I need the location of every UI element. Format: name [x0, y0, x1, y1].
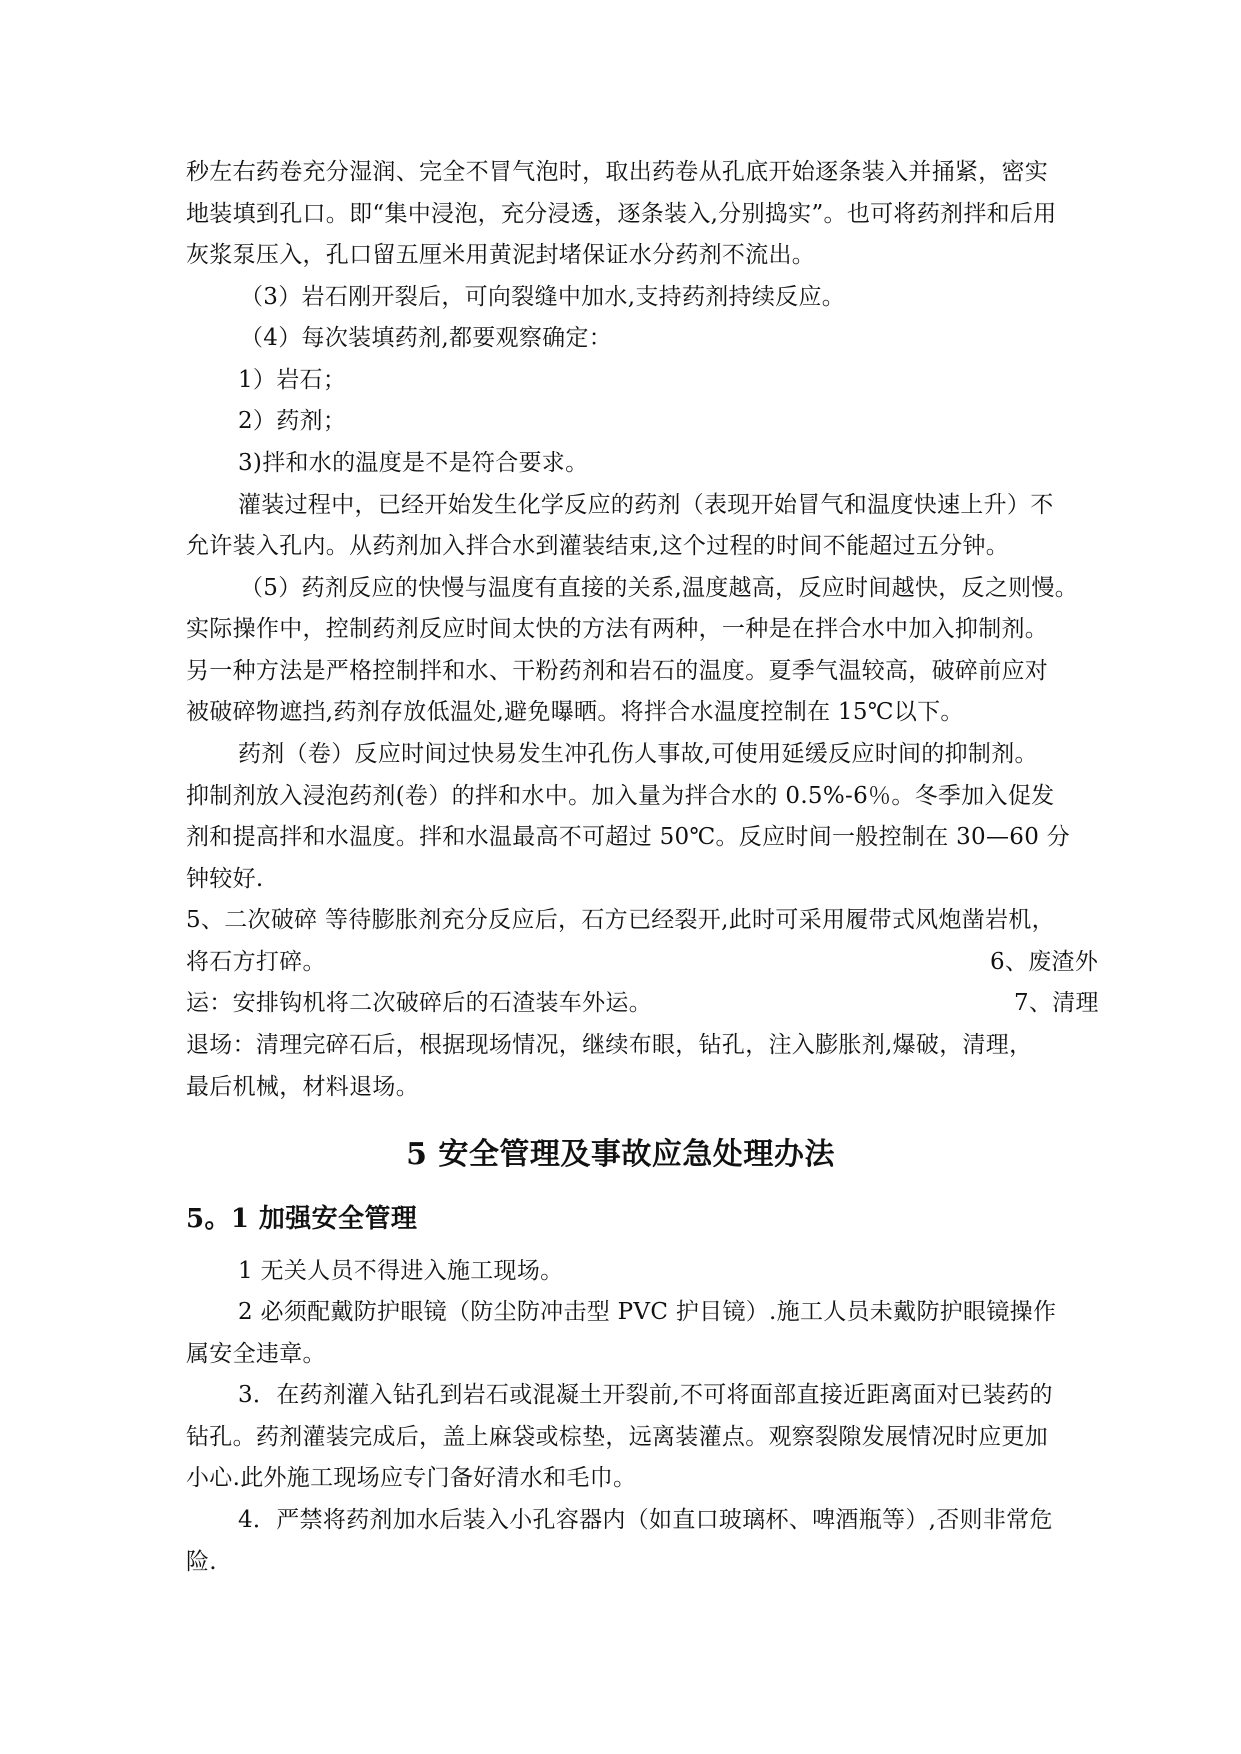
paragraph-line: 秒左右药卷充分湿润、完全不冒气泡时，取出药卷从孔底开始逐条装入并捅紧，密实 — [186, 159, 1049, 185]
paragraph-line: 被破碎物遮挡,药剂存放低温处,避免曝晒。将拌合水温度控制在 15℃以下。 — [186, 699, 964, 725]
rule-item-continuation: 钻孔。药剂灌装完成后，盖上麻袋或棕垫，远离装灌点。观察裂隙发展情况时应更加 — [186, 1424, 1049, 1450]
sub-list-item: 1）岩石； — [238, 367, 347, 393]
paragraph-line-tail: 6、废渣外 — [990, 949, 1099, 975]
section-heading: 5 安全管理及事故应急处理办法 — [406, 1137, 835, 1172]
rule-item: 3．在药剂灌入钻孔到岩石或混凝土开裂前,不可将面部直接近距离面对已装药的 — [238, 1382, 1053, 1408]
sub-list-item: 2）药剂； — [238, 408, 347, 434]
rule-item-continuation: 小心.此外施工现场应专门备好清水和毛巾。 — [186, 1465, 637, 1491]
paragraph-line: 5、二次破碎 等待膨胀剂充分反应后，石方已经裂开,此时可采用履带式风炮凿岩机， — [186, 907, 1055, 933]
list-item: （3）岩石刚开裂后，可向裂缝中加水,支持药剂持续反应。 — [240, 284, 846, 310]
subsection-heading: 5。1 加强安全管理 — [186, 1204, 418, 1234]
paragraph-line: 钟较好. — [186, 866, 264, 892]
paragraph-line: 地装填到孔口。即“集中浸泡，充分浸透，逐条装入,分别捣实”。也可将药剂拌和后用 — [186, 201, 1057, 227]
paragraph-line: 退场：清理完碎石后，根据现场情况，继续布眼，钻孔，注入膨胀剂,爆破，清理， — [186, 1032, 1033, 1058]
paragraph-line: 灌装过程中，已经开始发生化学反应的药剂（表现开始冒气和温度快速上升）不 — [238, 492, 1054, 518]
rule-item: 1 无关人员不得进入施工现场。 — [238, 1258, 564, 1284]
paragraph-line: 允许装入孔内。从药剂加入拌合水到灌装结束,这个过程的时间不能超过五分钟。 — [186, 533, 1010, 559]
list-item: （4）每次装填药剂,都要观察确定： — [240, 325, 613, 351]
sub-list-item: 3)拌和水的温度是不是符合要求。 — [238, 450, 589, 476]
paragraph-line-tail: 7、清理 — [1014, 990, 1099, 1016]
paragraph-line: 剂和提高拌和水温度。拌和水温最高不可超过 50℃。反应时间一般控制在 30—60 分 — [186, 824, 1071, 850]
paragraph-line: 灰浆泵压入，孔口留五厘米用黄泥封堵保证水分药剂不流出。 — [186, 242, 816, 268]
paragraph-line: 实际操作中，控制药剂反应时间太快的方法有两种，一种是在拌合水中加入抑制剂。 — [186, 616, 1049, 642]
paragraph-line: 药剂（卷）反应时间过快易发生冲孔伤人事故,可使用延缓反应时间的抑制剂。 — [238, 741, 1038, 767]
paragraph-line: 运：安排钩机将二次破碎后的石渣装车外运。 — [186, 990, 652, 1016]
rule-item-continuation: 属安全违章。 — [186, 1341, 326, 1367]
paragraph-line: （5）药剂反应的快慢与温度有直接的关系,温度越高，反应时间越快，反之则慢。 — [240, 575, 1079, 601]
paragraph-line: 抑制剂放入浸泡药剂(卷）的拌和水中。加入量为拌合水的 0.5%-6％。冬季加入促发 — [186, 783, 1055, 809]
paragraph-line: 最后机械，材料退场。 — [186, 1074, 419, 1100]
paragraph-line: 将石方打碎。 — [186, 949, 326, 975]
rule-item: 2 必须配戴防护眼镜（防尘防冲击型 PVC 护目镜）.施工人员未戴防护眼镜操作 — [238, 1299, 1057, 1325]
paragraph-line: 另一种方法是严格控制拌和水、干粉药剂和岩石的温度。夏季气温较高，破碎前应对 — [186, 658, 1049, 684]
rule-item: 4．严禁将药剂加水后装入小孔容器内（如直口玻璃杯、啤酒瓶等）,否则非常危 — [238, 1507, 1053, 1533]
rule-item-continuation: 险. — [186, 1549, 217, 1575]
